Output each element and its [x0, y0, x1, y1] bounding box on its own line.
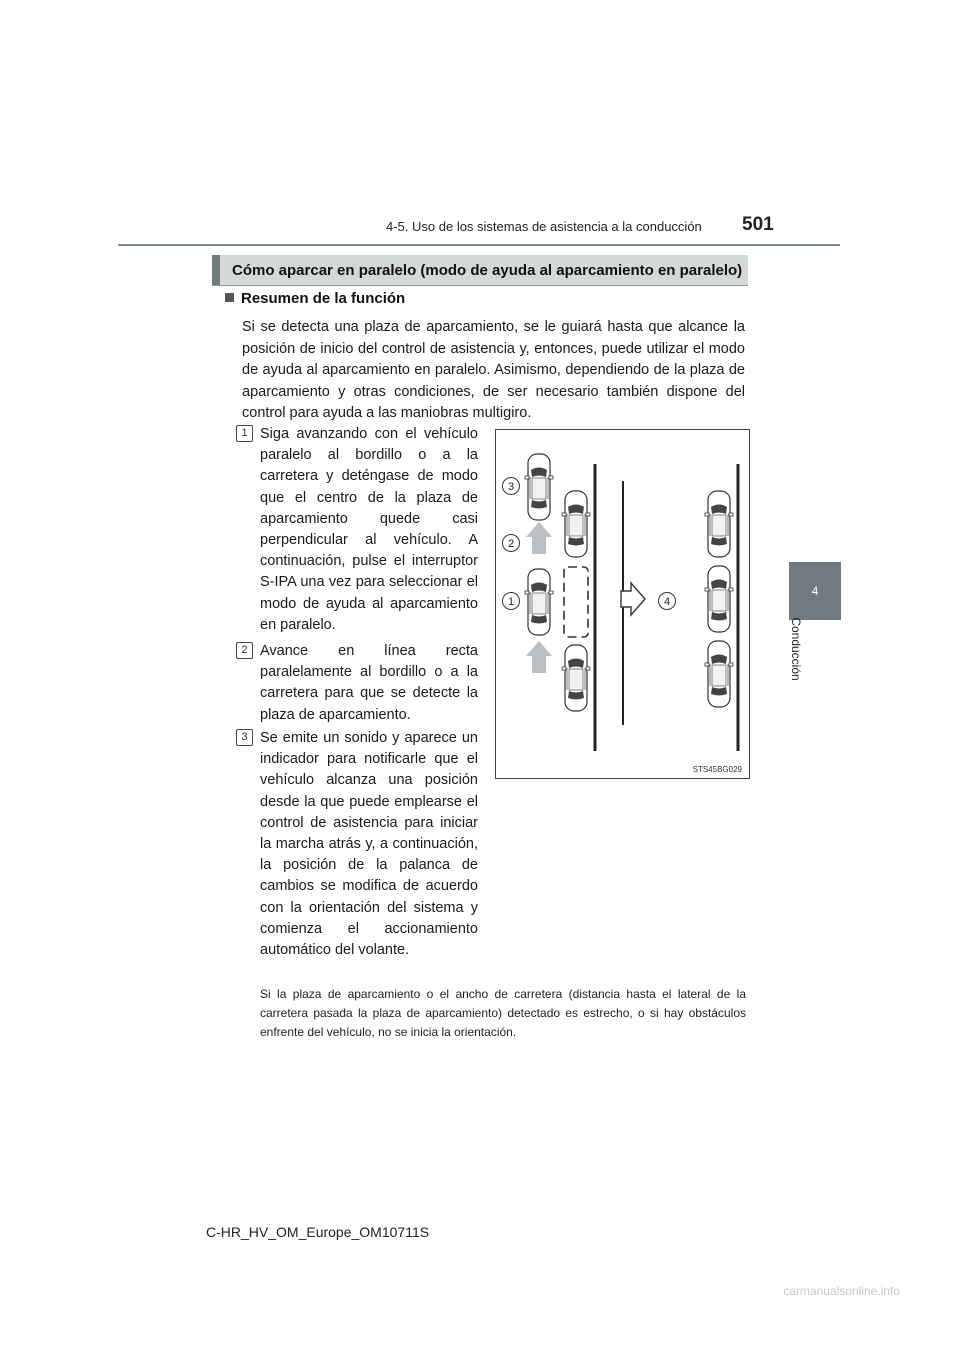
subheading-text: Resumen de la función	[241, 290, 406, 307]
section-title-box	[212, 255, 748, 285]
watermark: carmanualsonline.info	[783, 1284, 900, 1298]
diagram-code: STS45BG029	[692, 765, 742, 774]
header-section-title: 4-5. Uso de los sistemas de asistencia a la conducción	[386, 219, 702, 234]
svg-text:3: 3	[507, 481, 515, 493]
section-underline	[212, 285, 748, 286]
diagram-label-3	[503, 478, 520, 495]
diagram-label-1	[503, 593, 520, 610]
step-text-1: Siga avanzando con el vehículo paralelo al bordillo o a la carretera y deténgase de modo que el centro de la plaza de aparcamiento quede casi perpendicular al vehículo. A continuación, pulse el interruptor S-IPA una vez para seleccionar el modo de ayuda al aparcamiento en paralelo.	[260, 426, 478, 633]
section-title: Cómo aparcar en paralelo (modo de ayuda al aparcamiento en paralelo)	[232, 262, 743, 279]
chapter-tab: 4	[789, 562, 841, 620]
diagram-label-2	[503, 535, 520, 552]
note-text: Si la plaza de aparcamiento o el ancho de carretera (distancia hasta el lateral de la carretera pasada la plaza de aparcamiento) detectado es estrecho, o si hay obstáculos enfrente del vehículo, no se inicia la orientación.	[260, 987, 746, 1039]
step-number-1: 1	[236, 425, 253, 442]
step-number-3: 3	[236, 729, 253, 746]
header-rule	[118, 244, 840, 246]
bullet-square-icon	[225, 293, 234, 302]
footer-doc-id: C-HR_HV_OM_Europe_OM10711S	[206, 1224, 430, 1240]
step-text-3: Se emite un sonido y aparece un indicador para notificarle que el vehículo alcanza una posición desde la que puede emplearse el control de asistencia para iniciar la marcha atrás y, a continuación, la posición de la palanca de cambios se modifica de acuerdo con la orientación del sistema y comienza el accionamiento automático del volante.	[260, 730, 478, 959]
svg-text:4: 4	[663, 596, 671, 608]
subheading	[225, 290, 405, 307]
chapter-label	[756, 612, 836, 722]
step-text-2: Avance en línea recta paralelamente al bordillo o a la carretera para que se detecte la plaza de aparcamiento.	[260, 643, 478, 723]
intro-paragraph: Si se detecta una plaza de aparcamiento, se le guiará hasta que alcance la posición de inicio del control de asistencia y, entonces, puede utilizar el modo de ayuda al aparcamiento en paralelo. Asimismo, dependiendo de la plaza de aparcamiento y otras condiciones, de ser necesario también dispone del control para ayuda a las maniobras multigiro.	[242, 319, 745, 421]
chapter-label-text: Conducción	[789, 617, 803, 681]
diagram-label-4	[659, 593, 676, 610]
page-number: 501	[742, 214, 774, 235]
step-number-2: 2	[236, 642, 253, 659]
svg-text:2: 2	[507, 538, 515, 550]
svg-text:1: 1	[507, 596, 515, 608]
parking-diagram	[495, 429, 750, 779]
